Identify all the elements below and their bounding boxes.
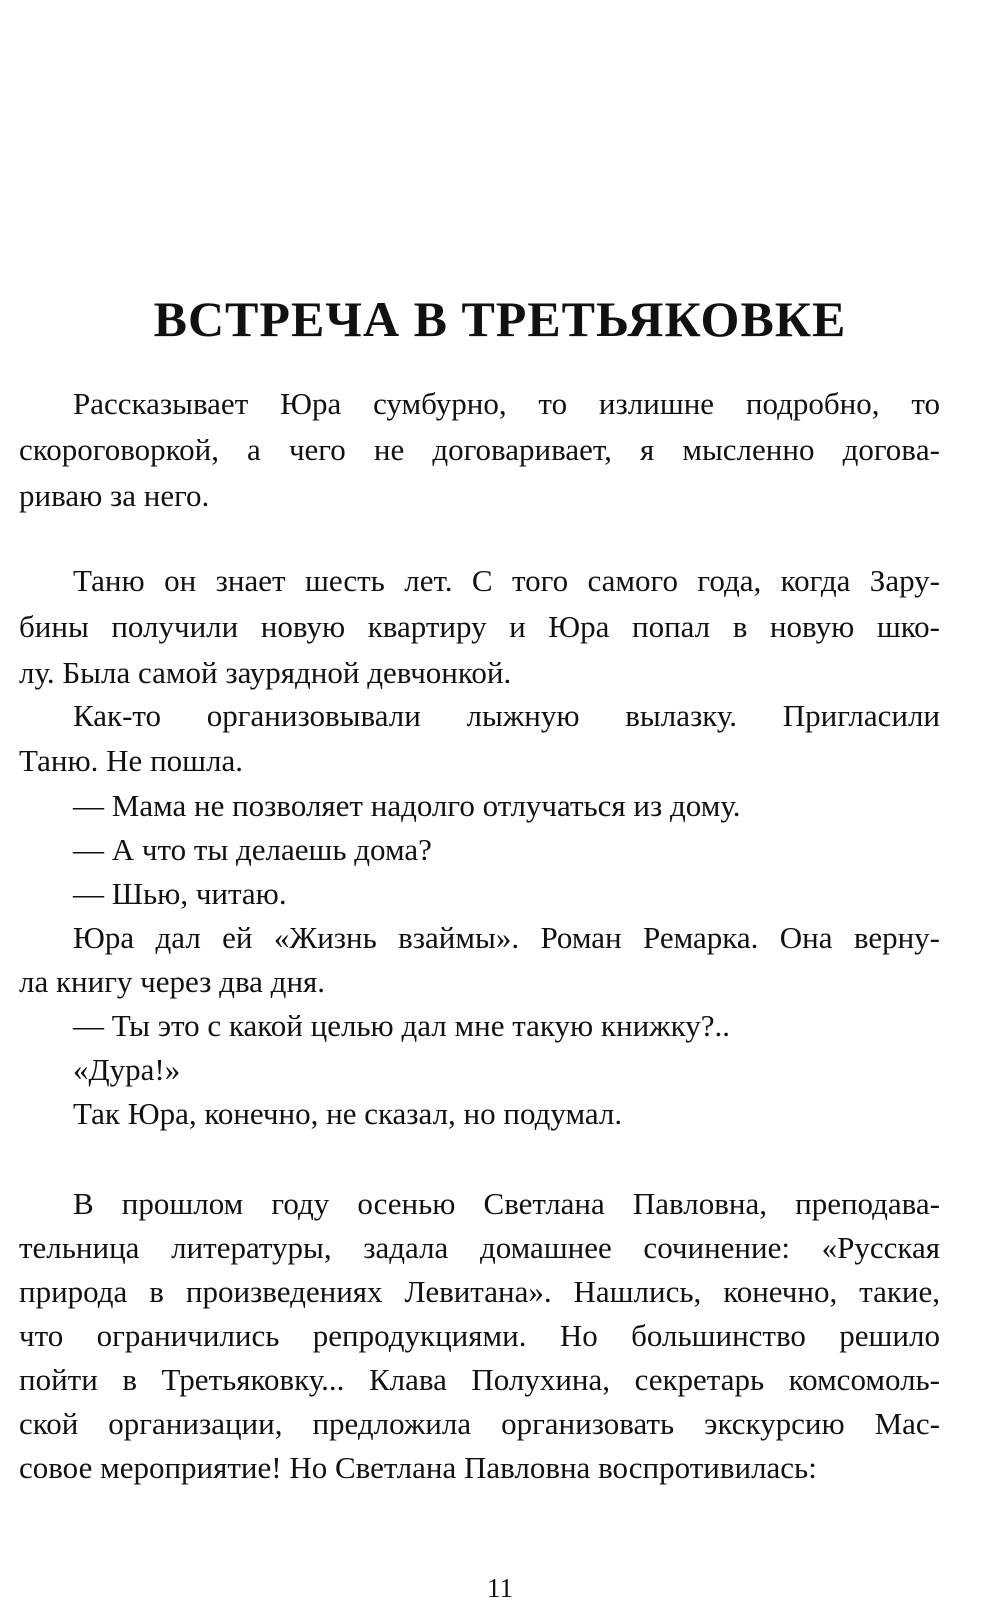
text-line: тельница литературы, задала домашнее сочинение: «Русская	[19, 1230, 940, 1265]
text-line: — Шью, читаю.	[73, 876, 287, 911]
text-line: «Дура!»	[73, 1052, 181, 1087]
chapter-title: ВСТРЕЧА В ТРЕТЬЯКОВКЕ	[153, 291, 847, 347]
text-line: что ограничились репродукциями. Но большинство решило	[19, 1318, 940, 1353]
text-line: Рассказывает Юра сумбурно, то излишне подробно, то	[73, 386, 940, 421]
text-line: совое мероприятие! Но Светлана Павловна воспротивилась:	[19, 1450, 817, 1485]
text-line: ской организации, предложила организовать экскурсию Мас-	[19, 1406, 940, 1441]
text-line: лу. Была самой заурядной девчонкой.	[19, 655, 512, 690]
text-line: риваю за него.	[19, 478, 210, 513]
text-line: — А что ты делаешь дома?	[73, 832, 432, 867]
text-line: Как-то организовывали лыжную вылазку. Пригласили	[73, 698, 940, 733]
text-line: скороговоркой, а чего не договаривает, я мысленно договa-	[19, 432, 940, 467]
text-line: природа в произведениях Левитана». Нашлись, конечно, такие,	[19, 1274, 940, 1309]
text-line: бины получили новую квартиру и Юра попал в новую шко-	[19, 609, 940, 644]
text-line: пойти в Третьяковку... Клава Полухина, секретарь комсомоль-	[19, 1362, 940, 1397]
text-line: Таню он знает шесть лет. С того самого года, когда Зару-	[73, 563, 940, 598]
text-line: Так Юра, конечно, не сказал, но подумал.	[73, 1096, 623, 1131]
page-number: 11	[487, 1573, 513, 1603]
text-line: — Ты это с какой целью дал мне такую книжку?..	[73, 1008, 730, 1043]
text-line: Таню. Не пошла.	[19, 743, 244, 778]
text-line: В прошлом году осенью Светлана Павловна, преподава-	[73, 1186, 940, 1221]
text-line: ла книгу через два дня.	[19, 964, 326, 999]
text-line: Юра дал ей «Жизнь взаймы». Роман Ремарка. Она верну-	[73, 920, 940, 955]
text-line: — Мама не позволяет надолго отлучаться из дому.	[73, 788, 741, 823]
